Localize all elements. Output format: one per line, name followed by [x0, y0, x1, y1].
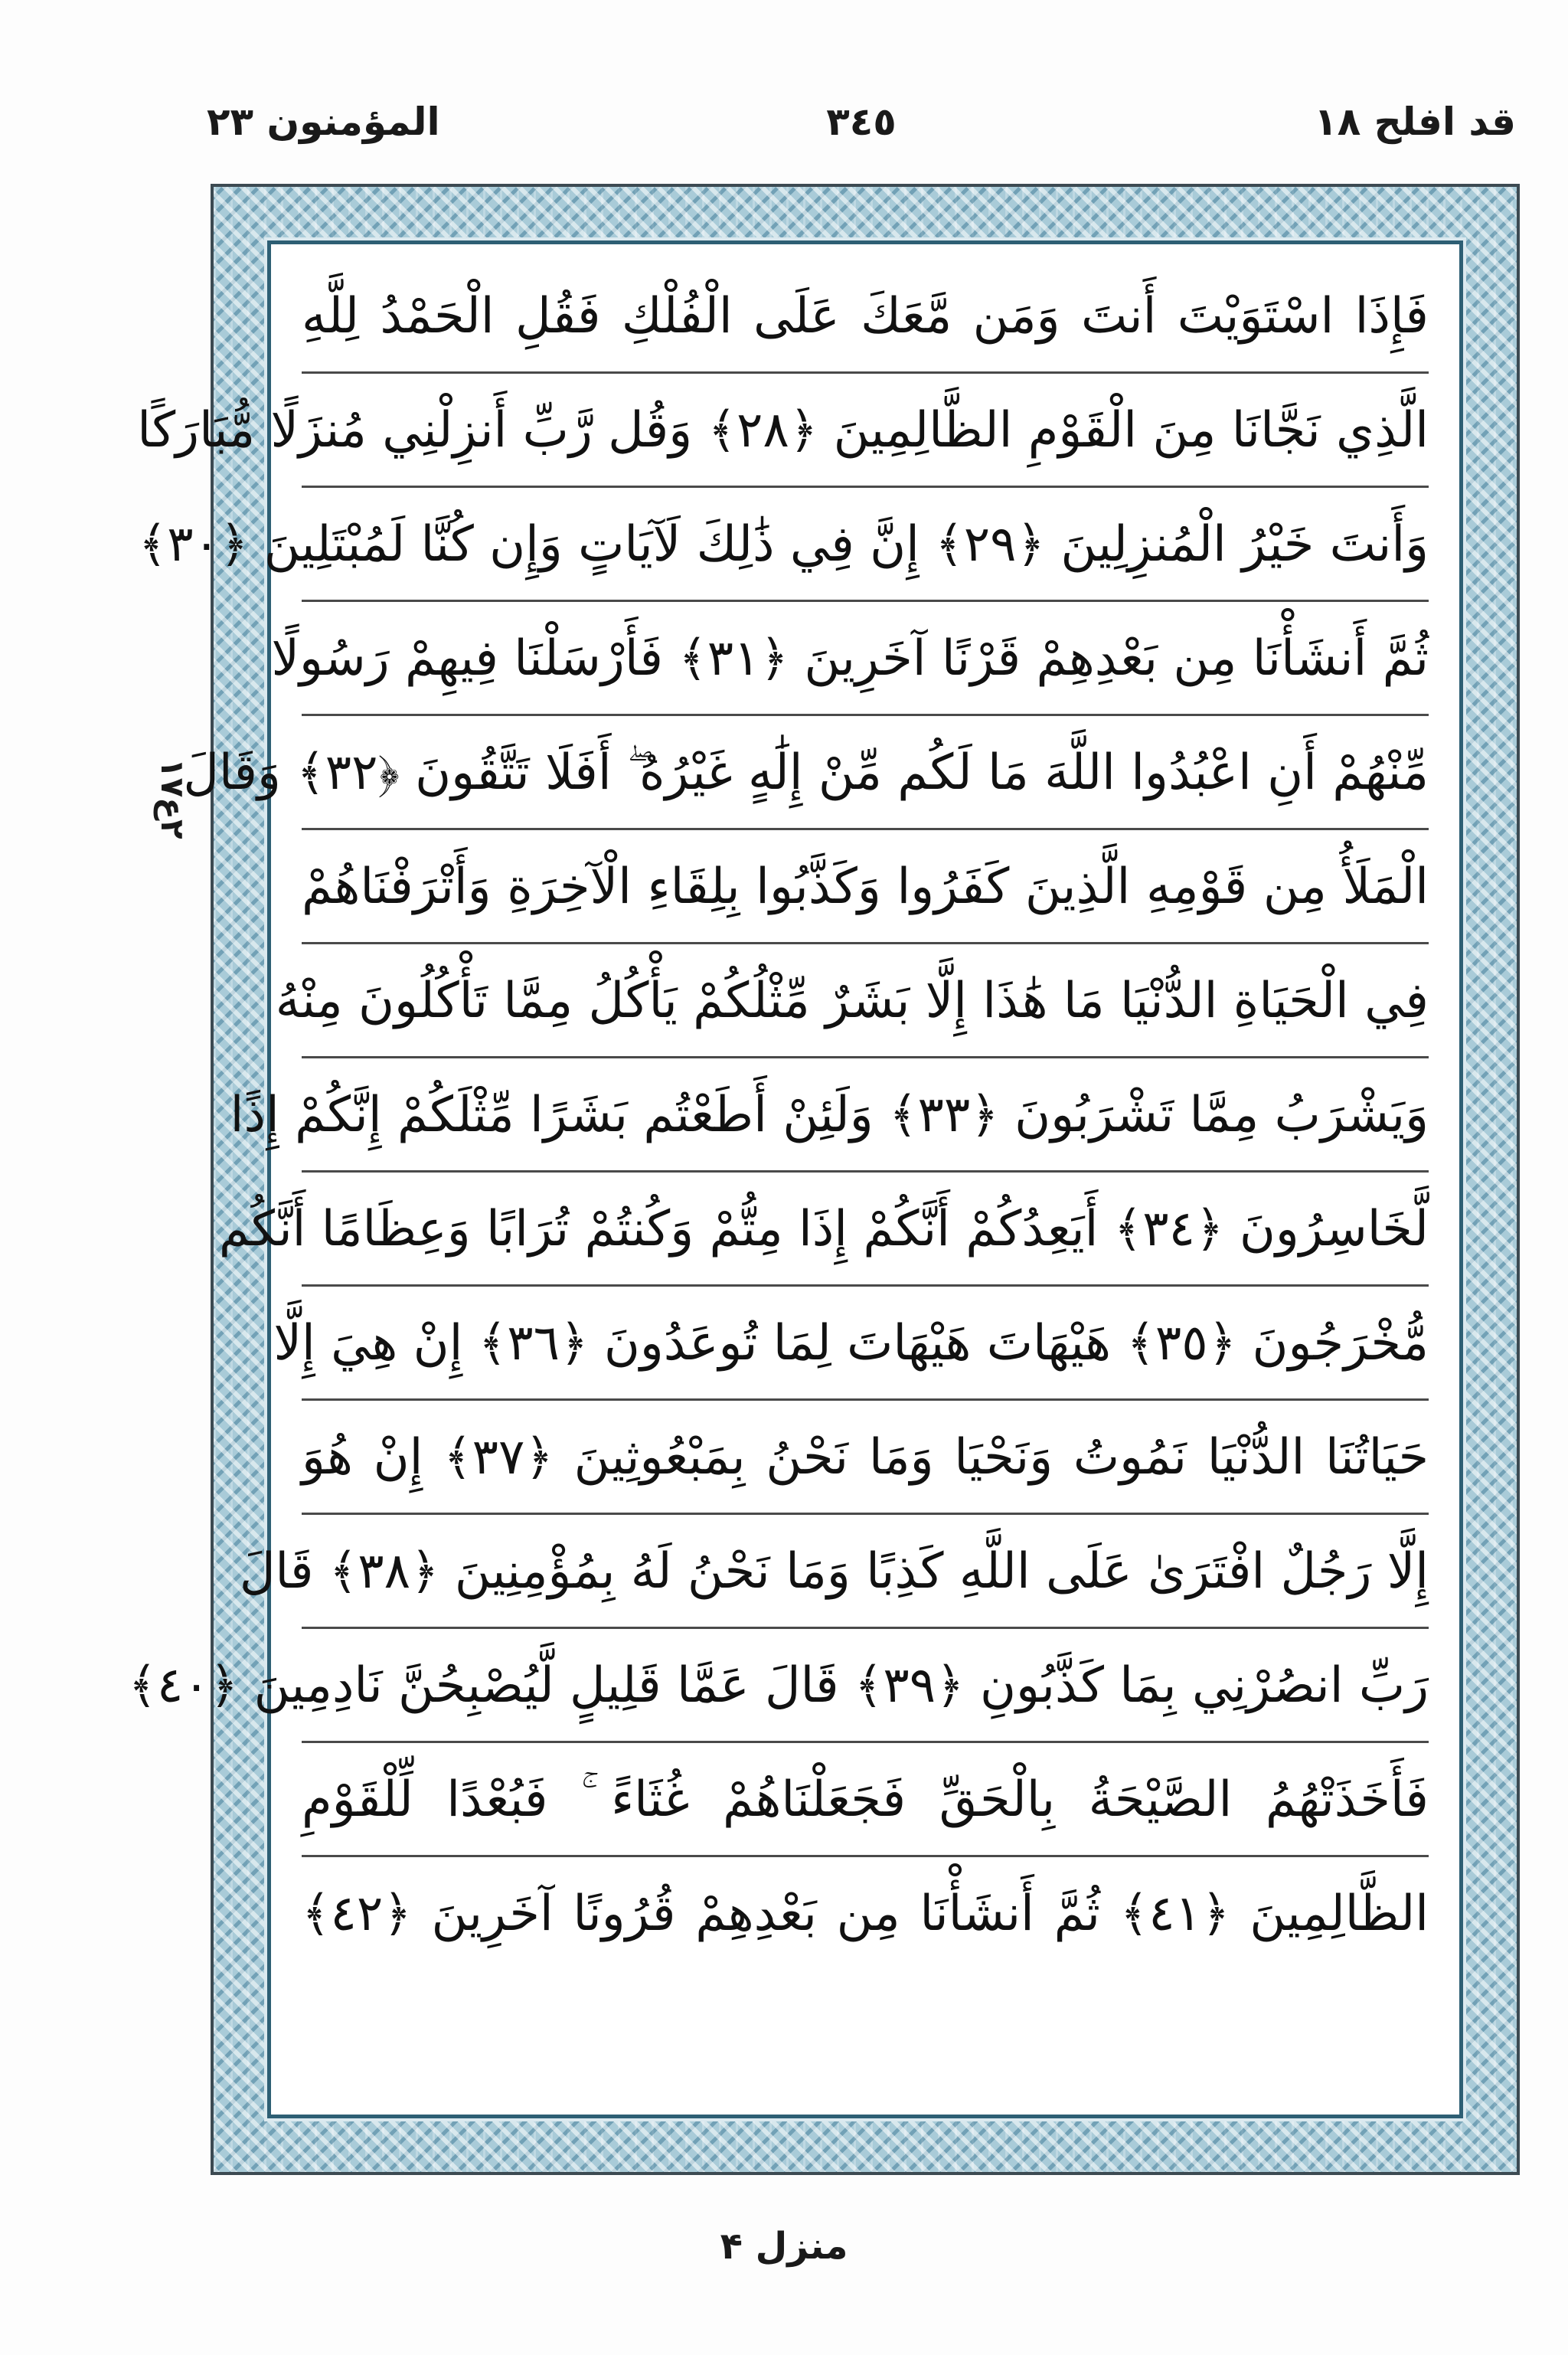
surah-label: المؤمنون ٢٣	[207, 100, 440, 144]
page-number: ٣٤٥	[826, 100, 897, 144]
verse-line: فَإِذَا اسْتَوَيْتَ أَنتَ وَمَن مَّعَكَ عَلَى الْفُلْكِ فَقُلِ الْحَمْدُ لِلَّهِ	[302, 260, 1429, 374]
verse-line: وَأَنتَ خَيْرُ الْمُنزِلِينَ ﴿٢٩﴾ إِنَّ فِي ذَٰلِكَ لَآيَاتٍ وَإِن كُنَّا لَمُبْتَلِينَ ﴿٣٠﴾	[302, 488, 1429, 602]
verse-line: وَيَشْرَبُ مِمَّا تَشْرَبُونَ ﴿٣٣﴾ وَلَئِنْ أَطَعْتُم بَشَرًا مِّثْلَكُمْ إِنَّكُمْ إِذًا	[302, 1058, 1429, 1173]
verse-line: فَأَخَذَتْهُمُ الصَّيْحَةُ بِالْحَقِّ فَجَعَلْنَاهُمْ غُثَاءً ۚ فَبُعْدًا لِّلْقَوْمِ	[302, 1743, 1429, 1857]
juz-label: قد افلح ١٨	[1314, 100, 1516, 144]
verse-line: رَبِّ انصُرْنِي بِمَا كَذَّبُونِ ﴿٣٩﴾ قَالَ عَمَّا قَلِيلٍ لَّيُصْبِحُنَّ نَادِمِينَ ﴿٤٠﴾	[302, 1629, 1429, 1743]
verse-line: الظَّالِمِينَ ﴿٤١﴾ ثُمَّ أَنشَأْنَا مِن بَعْدِهِمْ قُرُونًا آخَرِينَ ﴿٤٢﴾	[302, 1886, 1429, 1942]
verse-line: الْمَلَأُ مِن قَوْمِهِ الَّذِينَ كَفَرُوا وَكَذَّبُوا بِلِقَاءِ الْآخِرَةِ وَأَتْرَفْنَاهُمْ	[302, 830, 1429, 944]
verse-line: الَّذِي نَجَّانَا مِنَ الْقَوْمِ الظَّالِمِينَ ﴿٢٨﴾ وَقُل رَّبِّ أَنزِلْنِي مُنزَلًا مُّبَارَكًا	[302, 374, 1429, 488]
verse-line: حَيَاتُنَا الدُّنْيَا نَمُوتُ وَنَحْيَا وَمَا نَحْنُ بِمَبْعُوثِينَ ﴿٣٧﴾ إِنْ هُوَ	[302, 1401, 1429, 1515]
ruku-marker: ٢ع١٧	[154, 758, 191, 839]
verse-line: مُّخْرَجُونَ ﴿٣٥﴾ هَيْهَاتَ هَيْهَاتَ لِمَا تُوعَدُونَ ﴿٣٦﴾ إِنْ هِيَ إِلَّا	[302, 1287, 1429, 1401]
page-header	[207, 100, 1516, 161]
verse-line: إِلَّا رَجُلٌ افْتَرَىٰ عَلَى اللَّهِ كَذِبًا وَمَا نَحْنُ لَهُ بِمُؤْمِنِينَ ﴿٣٨﴾ قَالَ	[302, 1515, 1429, 1629]
verse-line: لَّخَاسِرُونَ ﴿٣٤﴾ أَيَعِدُكُمْ أَنَّكُمْ إِذَا مِتُّمْ وَكُنتُمْ تُرَابًا وَعِظَامًا أَنَّكُم	[302, 1173, 1429, 1287]
verse-line: فِي الْحَيَاةِ الدُّنْيَا مَا هَٰذَا إِلَّا بَشَرٌ مِّثْلُكُمْ يَأْكُلُ مِمَّا تَأْكُلُونَ مِنْهُ	[302, 944, 1429, 1058]
manzil-label: منزل ۴	[720, 2225, 848, 2268]
verse-line: ثُمَّ أَنشَأْنَا مِن بَعْدِهِمْ قَرْنًا آخَرِينَ ﴿٣١﴾ فَأَرْسَلْنَا فِيهِمْ رَسُولًا	[302, 602, 1429, 716]
verse-line: مِّنْهُمْ أَنِ اعْبُدُوا اللَّهَ مَا لَكُم مِّنْ إِلَٰهٍ غَيْرُهُ ۖ أَفَلَا تَتَّقُونَ ﴿٣٢﴾ وَقَالَ	[302, 716, 1429, 830]
